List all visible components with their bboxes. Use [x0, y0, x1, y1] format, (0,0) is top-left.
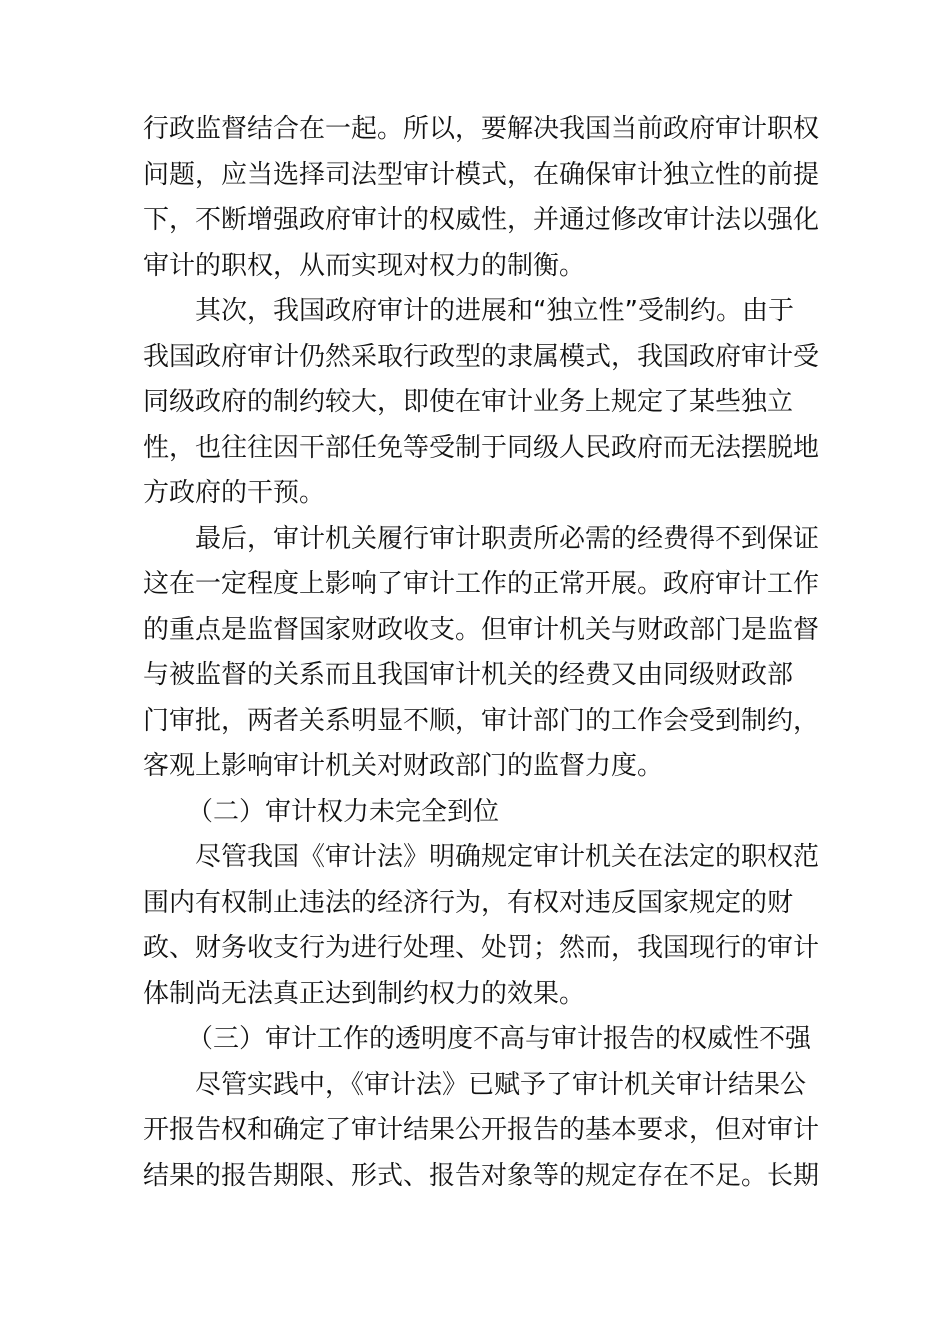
text-line: 结果的报告期限、形式、报告对象等的规定存在不足。长期: [143, 1160, 820, 1191]
paragraph-first-line: 尽管我国《审计法》明确规定审计机关在法定的职权范: [195, 842, 820, 872]
text-line: 同级政府的制约较大，即使在审计业务上规定了某些独立: [143, 387, 794, 417]
paragraph-first-line: 其次，我国政府审计的进展和“独立性”受制约。由于: [195, 296, 794, 326]
text-line: 这在一定程度上影响了审计工作的正常开展。政府审计工作: [143, 569, 820, 599]
text-line: 问题，应当选择司法型审计模式，在确保审计独立性的前提: [143, 159, 820, 190]
paragraph-first-line: 最后，审计机关履行审计职责所必需的经费得不到保证: [195, 523, 820, 554]
text-line: 开报告权和确定了审计结果公开报告的基本要求，但对审计: [143, 1115, 820, 1145]
text-line: 我国政府审计仍然采取行政型的隶属模式，我国政府审计受: [143, 341, 820, 372]
paragraph-first-line: 尽管实践中，《审计法》已赋予了审计机关审计结果公: [195, 1069, 807, 1100]
text-line: 客观上影响审计机关对财政部门的监督力度。: [143, 751, 664, 781]
text-line: 行政监督结合在一起。所以，要解决我国当前政府审计职权: [143, 114, 820, 144]
section-heading: （三）审计工作的透明度不高与审计报告的权威性不强: [187, 1024, 812, 1054]
text-line: 审计的职权，从而实现对权力的制衡。: [143, 250, 586, 281]
text-line: 体制尚无法真正达到制约权力的效果。: [143, 978, 586, 1009]
text-line: 下，不断增强政府审计的权威性，并通过修改审计法以强化: [143, 205, 820, 235]
text-line: 方政府的干预。: [143, 478, 326, 508]
text-line: 政、财务收支行为进行处理、处罚；然而，我国现行的审计: [143, 933, 820, 963]
text-line: 围内有权制止违法的经济行为，有权对违反国家规定的财: [143, 887, 794, 918]
text-line: 门审批，两者关系明显不顺，审计部门的工作会受到制约，: [143, 705, 820, 736]
section-heading: （二）审计权力未完全到位: [187, 796, 500, 827]
text-line: 性，也往往因干部任免等受制于同级人民政府而无法摆脱地: [143, 432, 820, 463]
text-line: 与被监督的关系而且我国审计机关的经费又由同级财政部: [143, 660, 794, 690]
text-line: 的重点是监督国家财政收支。但审计机关与财政部门是监督: [143, 614, 820, 645]
document-body: [143, 107, 843, 1199]
